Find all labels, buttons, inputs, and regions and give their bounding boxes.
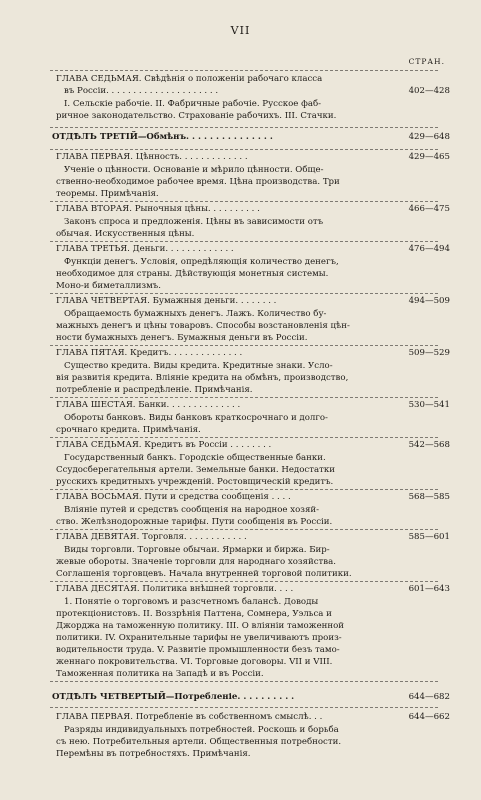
- divider: [50, 293, 438, 294]
- page-range: 429—648: [408, 132, 450, 142]
- chapter-title: ГЛАВА ДЕСЯТАЯ. Политика внѣшней торговли. . . .: [56, 584, 294, 594]
- page-range: 494—509: [408, 296, 450, 306]
- chapter-desc: I. Сельскіе рабочіе. II. Фабричные рабочіе. Русское фаб-: [64, 99, 322, 109]
- chapter-desc: необходимое для страны. Дѣйствующія монетныя системы.: [56, 269, 329, 279]
- divider: [50, 149, 438, 150]
- section-title: ОТДѢЛЪ ЧЕТВЕРТЫЙ—Потребленіе. . . . . . . . . .: [52, 692, 295, 702]
- chapter-desc: русскихъ кредитныхъ учрежденій. Ростовщическій кредитъ.: [56, 477, 334, 487]
- chapter-desc: Виды торговли. Торговые обычаи. Ярмарки и биржа. Бир-: [64, 545, 330, 555]
- page-range: 601—643: [408, 584, 450, 594]
- chapter-desc: Таможенная политика на Западѣ и въ Россіи.: [56, 669, 264, 679]
- chapter-desc: Законъ спроса и предложенія. Цѣны въ зависимости отъ: [64, 217, 324, 227]
- page-range: 466—475: [408, 204, 450, 214]
- chapter-desc: обычая. Искусственныя цѣны.: [56, 229, 195, 239]
- chapter-title: ГЛАВА СЕДЬМАЯ. Кредитъ въ Россіи . . . . . . . .: [56, 440, 272, 450]
- divider: [50, 581, 438, 582]
- divider: [50, 681, 438, 682]
- section-title: ОТДѢЛЪ ТРЕТІЙ—Обмѣнъ. . . . . . . . . . . . . . .: [52, 132, 273, 142]
- chapter-desc: теоремы. Примѣчанія.: [56, 189, 159, 199]
- page-range: 530—541: [408, 400, 450, 410]
- chapter-desc: Существо кредита. Виды кредита. Кредитные знаки. Усло-: [64, 361, 333, 371]
- divider: [50, 345, 438, 346]
- pages-column-label: СТРАН.: [408, 57, 445, 66]
- divider: [50, 201, 438, 202]
- chapter-desc: Вліяніе путей и средствъ сообщенія на народное хозяй-: [64, 505, 319, 515]
- chapter-title: ГЛАВА ВОСЬМАЯ. Пути и средства сообщенія . . . .: [56, 492, 291, 502]
- divider: [50, 707, 438, 708]
- divider: [50, 397, 438, 398]
- chapter-desc: срочнаго кредита. Примѣчанія.: [56, 425, 201, 435]
- divider: [50, 241, 438, 242]
- chapter-desc: Функціи денегъ. Условія, опредѣляющія количество денегъ,: [64, 257, 339, 267]
- page-range: 542—568: [408, 440, 450, 450]
- chapter-desc: ственно-необходимое рабочее время. Цѣна производства. Три: [56, 177, 340, 187]
- chapter-desc: Перемѣны въ потребностяхъ. Примѣчанія.: [56, 749, 251, 759]
- page-range: 568—585: [408, 492, 450, 502]
- divider: [50, 70, 438, 71]
- divider: [50, 489, 438, 490]
- chapter-desc: женнаго покровительства. VI. Торговые договоры. VII и VIII.: [56, 657, 333, 667]
- chapter-desc: Соглашенія торговцевъ. Начала внутренней торговой политики.: [56, 569, 352, 579]
- divider: [50, 127, 438, 128]
- chapter-title: ГЛАВА ПЕРВАЯ. Потребленіе въ собственномъ смыслѣ. . .: [56, 712, 323, 722]
- chapter-title: ГЛАВА ПЕРВАЯ. Цѣнность. . . . . . . . . . . . .: [56, 152, 248, 162]
- page-range: 509—529: [408, 348, 450, 358]
- chapter-desc: ричное законодательство. Страхованіе рабочихъ. III. Стачки.: [56, 111, 337, 121]
- divider: [50, 437, 438, 438]
- page-range: 585—601: [408, 532, 450, 542]
- chapter-desc: мажныхъ денегъ и цѣны товаровъ. Способы возстановленія цѣн-: [56, 321, 350, 331]
- chapter-desc: ности бумажныхъ денегъ. Бумажныя деньги въ Россіи.: [56, 333, 308, 343]
- chapter-title: ГЛАВА ДЕВЯТАЯ. Торговля. . . . . . . . . . . .: [56, 532, 247, 542]
- chapter-desc: Обороты банковъ. Виды банковъ краткосрочнаго и долго-: [64, 413, 328, 423]
- chapter-title: ГЛАВА ШЕСТАЯ. Банки. . . . . . . . . . . . . .: [56, 400, 241, 410]
- chapter-desc: водительности труда. V. Развитіе промышленности безъ тамо-: [56, 645, 340, 655]
- page-range: 402—428: [408, 86, 450, 96]
- chapter-title: ГЛАВА ВТОРАЯ. Рыночныя цѣны. . . . . . . . . .: [56, 204, 260, 214]
- chapter-desc: протекціонистовъ. II. Воззрѣнія Паттена, Сомнера, Уэльса и: [56, 609, 332, 619]
- page-range: 644—662: [408, 712, 450, 722]
- chapter-title: ГЛАВА ЧЕТВЕРТАЯ. Бумажныя деньги. . . . . . . .: [56, 296, 277, 306]
- chapter-desc: съ нею. Потребительныя артели. Общественныя потребности.: [56, 737, 342, 747]
- page-number: VII: [230, 24, 251, 37]
- chapter-desc: жевые обороты. Значеніе торговли для народнаго хозяйства.: [56, 557, 336, 567]
- chapter-desc: Джорджа на таможенную политику. III. О вліяніи таможенной: [56, 621, 345, 631]
- chapter-desc: Государственный банкъ. Городскіе общественные банки.: [64, 453, 326, 463]
- chapter-desc: ство. Желѣзнодорожные тарифы. Пути сообщенія въ Россіи.: [56, 517, 333, 527]
- chapter-desc: Разряды индивидуальныхъ потребностей. Роскошь и борьба: [64, 725, 339, 735]
- chapter-title: ГЛАВА СЕДЬМАЯ. Свѣдѣнія о положеніи рабочаго класса: [56, 74, 323, 84]
- chapter-desc: Ученіе о цѣнности. Основаніе и мѣрило цѣнности. Обще-: [64, 165, 324, 175]
- divider: [50, 529, 438, 530]
- page-range: 476—494: [408, 244, 450, 254]
- chapter-desc: Ссудосберегательныя артели. Земельные банки. Недостатки: [56, 465, 335, 475]
- chapter-desc: Моно-и биметаллизмъ.: [56, 281, 162, 291]
- chapter-desc: Обращаемость бумажныхъ денегъ. Лажъ. Количество бу-: [64, 309, 327, 319]
- chapter-title: ГЛАВА ПЯТАЯ. Кредитъ. . . . . . . . . . . . . .: [56, 348, 243, 358]
- chapter-desc: политики. IV. Охранительные тарифы не увеличиваютъ произ-: [56, 633, 342, 643]
- page-range: 429—465: [408, 152, 450, 162]
- chapter-desc: потребленіе и распредѣленіе. Примѣчанія.: [56, 385, 253, 395]
- chapter-desc: 1. Понятіе о торговомъ и разсчетномъ балансѣ. Доводы: [64, 597, 319, 607]
- page-range: 644—682: [408, 692, 450, 702]
- chapter-title: ГЛАВА ТРЕТЬЯ. Деньги. . . . . . . . . . . . .: [56, 244, 234, 254]
- chapter-title-cont: въ Россіи. . . . . . . . . . . . . . . . . . . . .: [64, 86, 219, 96]
- chapter-desc: вія развитія кредита. Вліяніе кредита на обмѣнъ, производство,: [56, 373, 349, 383]
